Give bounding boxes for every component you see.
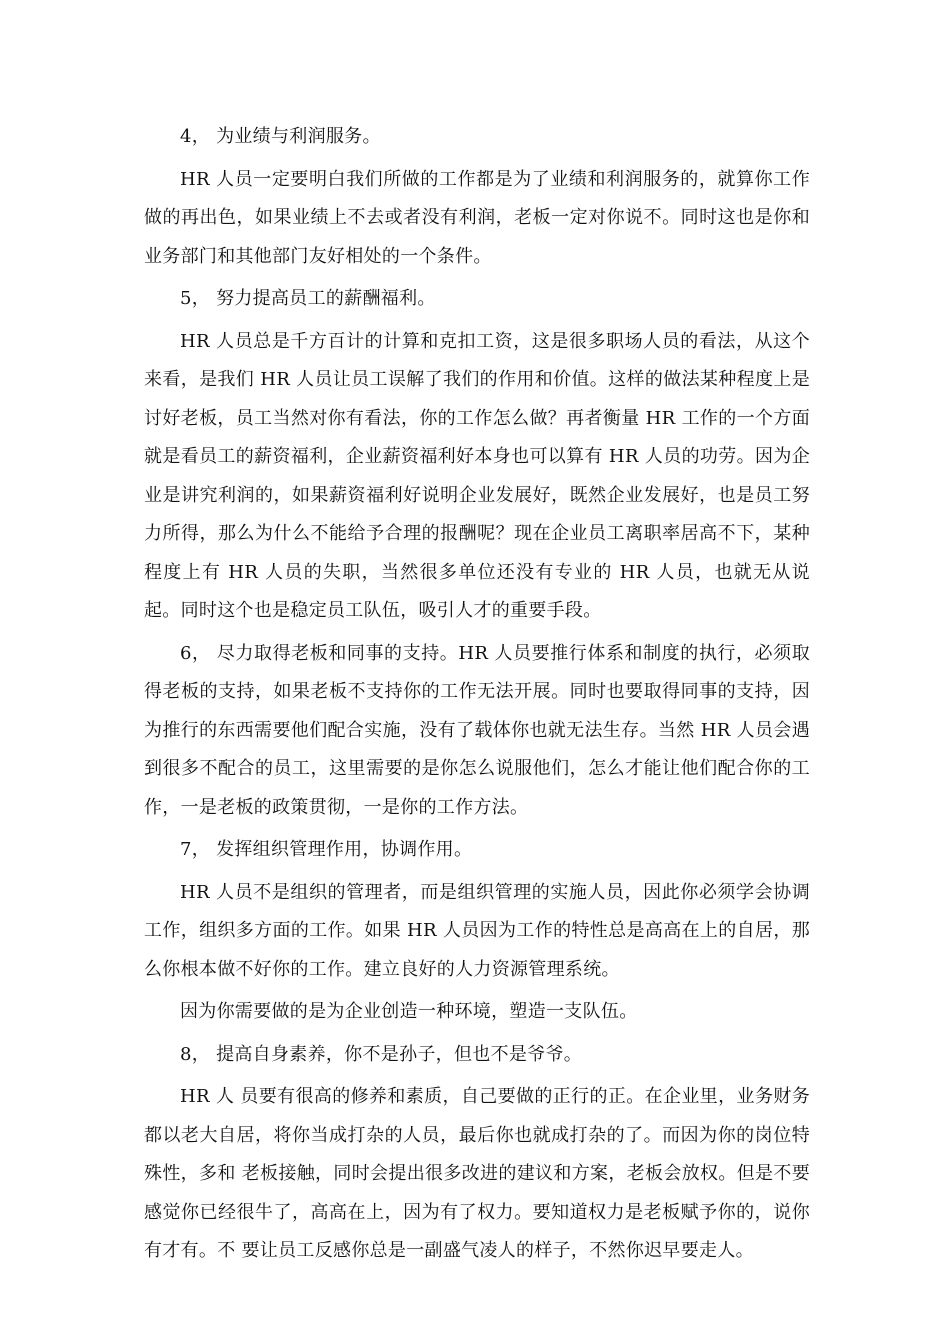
paragraph-8: HR 人 员要有很高的修养和素质，自己要做的正行的正。在企业里，业务财务都以老大自居，将你当成打杂的人员，最后你也就成打杂的了。而因为你的岗位特殊性，多和 老板接触，同时会提出很多改进的建议和方案，老板会放权。但是不要感觉你已经很牛了，高高在上，因为有了权力。要知道权力是老板赋予你的，说你有才有。不 要让员工反感你总是一副盛气凌人的样子，不然你迟早要走人。 xyxy=(144,1086,810,1261)
section-heading-4: 4， 为业绩与利润服务。 xyxy=(180,126,381,147)
document-page xyxy=(144,118,810,1275)
section-heading-8: 8， 提高自身素养，你不是孙子，但也不是爷爷。 xyxy=(180,1043,583,1065)
paragraph-7b: 因为你需要做的是为企业创造一种环境，塑造一支队伍。 xyxy=(180,1001,638,1022)
paragraph-7: HR 人员不是组织的管理者，而是组织管理的实施人员，因此你必须学会协调工作，组织多方面的工作。如果 HR 人员因为工作的特性总是高高在上的自居，那么你根本做不好你的工作。建立良好的人力资源管理系统。 xyxy=(144,881,810,980)
section-heading-7: 7， 发挥组织管理作用，协调作用。 xyxy=(180,839,473,860)
paragraph-4: HR 人员一定要明白我们所做的工作都是为了业绩和利润服务的，就算你工作做的再出色，如果业绩上不去或者没有利润，老板一定对你说不。同时这也是你和业务部门和其他部门友好相处的一个条件。 xyxy=(144,168,810,267)
paragraph-6: 6， 尽力取得老板和同事的支持。HR 人员要推行体系和制度的执行，必须取得老板的支持，如果老板不支持你的工作无法开展。同时也要取得同事的支持，因为推行的东西需要他们配合实施，没有了载体你也就无法生存。当然 HR 人员会遇到很多不配合的员工，这里需要的是你怎么说服他们，怎么才能让他们配合你的工作，一是老板的政策贯彻，一是你的工作方法。 xyxy=(144,642,810,818)
paragraph-5: HR 人员总是千方百计的计算和克扣工资，这是很多职场人员的看法，从这个来看，是我们 HR 人员让员工误解了我们的作用和价值。这样的做法某种程度上是讨好老板，员工当然对你有看法，你的工作怎么做？再者衡量 HR 工作的一个方面就是看员工的薪资福利，企业薪资福利好本身也可以算有 HR 人员的功劳。因为企业是讲究利润的，如果薪资福利好说明企业发展好，既然企业发展好，也是员工努力所得，那么为什么不能给予合理的报酬呢？现在企业员工离职率居高不下，某种程度上有 HR 人员的失职，当然很多单位还没有专业的 HR 人员，也就无从说起。同时这个也是稳定员工队伍，吸引人才的重要手段。 xyxy=(144,330,810,621)
section-heading-5: 5， 努力提高员工的薪酬福利。 xyxy=(180,288,436,309)
